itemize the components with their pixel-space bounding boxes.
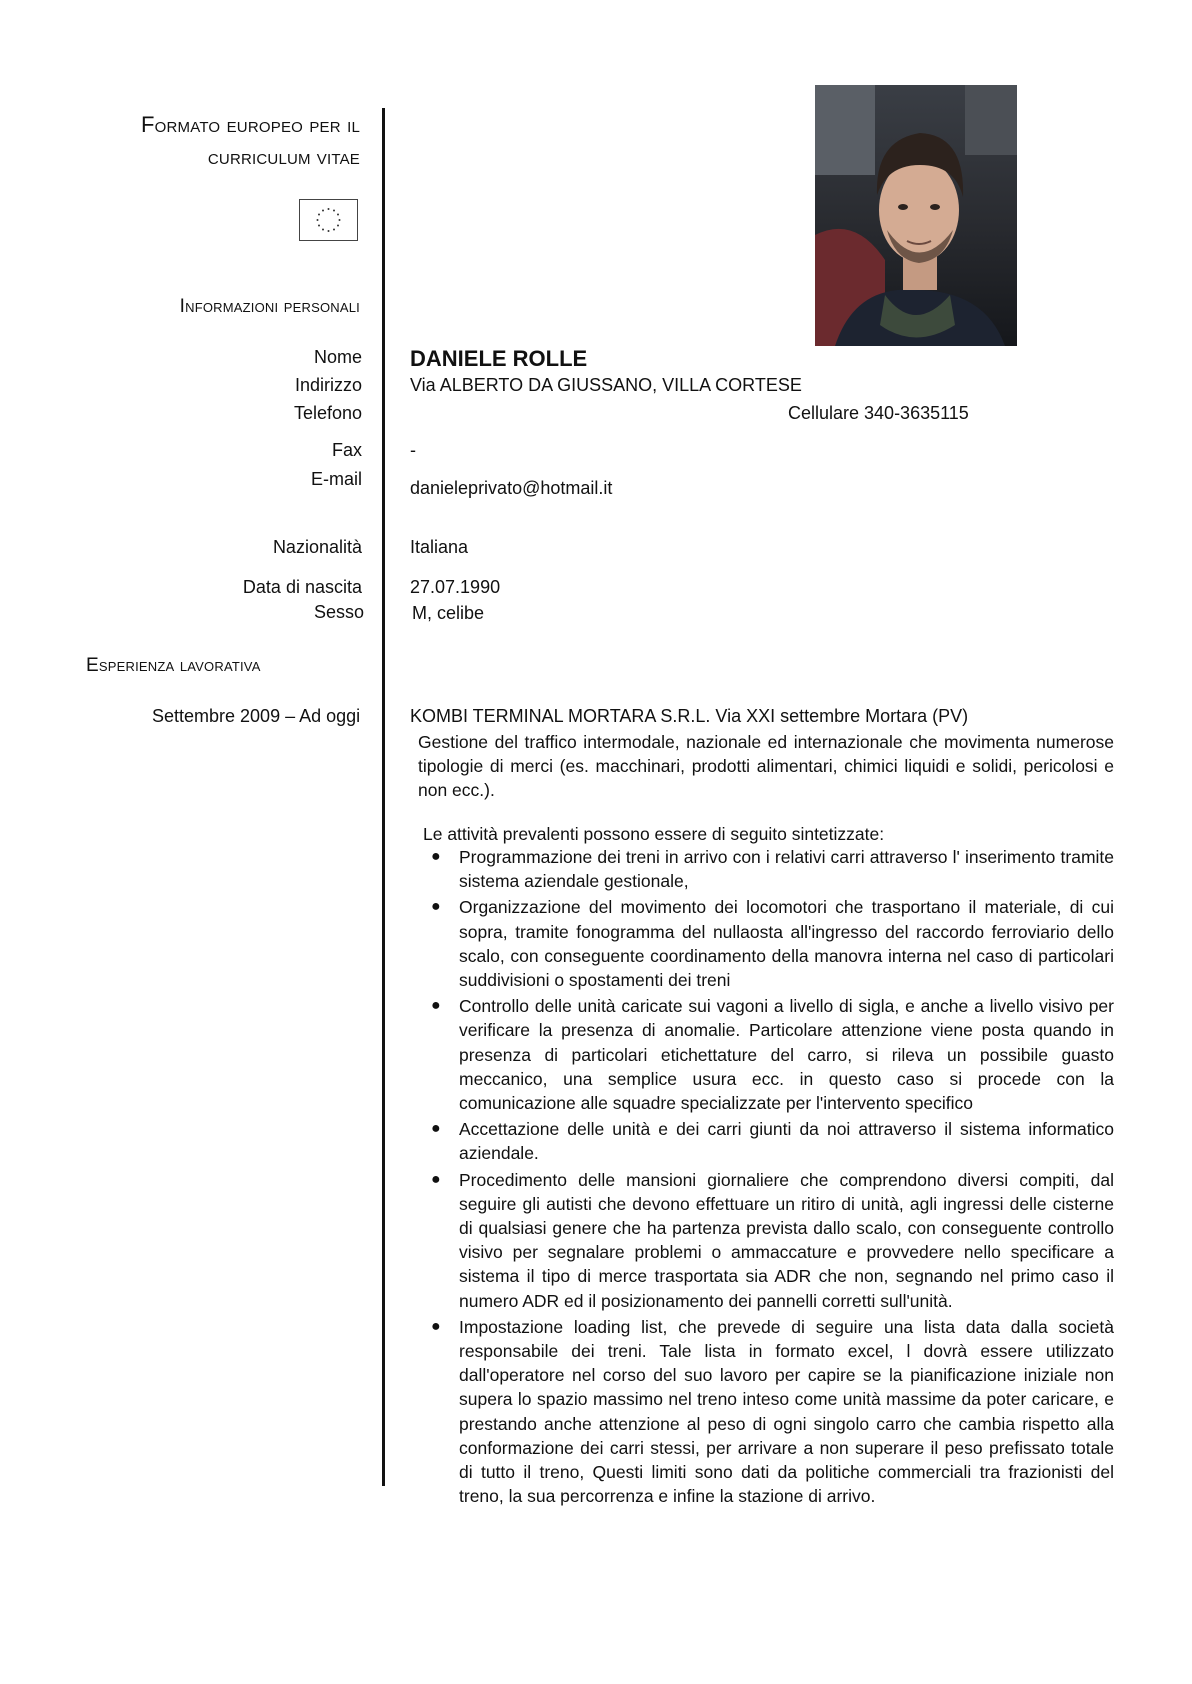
label-phone: Telefono (293, 403, 362, 423)
bullet-text: Controllo delle unità caricate sui vagoni a livello di sigla, e anche a livello visivo per verificare la presenza di anomalie. Particolare attenzione viene posta quando in presenza di particolari etichettature del carro, si rileva un possibile guasto meccanico, una semplice usura ecc. in questo caso si procede con la comunicazione alle squadre specializzate per l'intervento specifico (459, 996, 1114, 1114)
bullet-icon: ● (431, 848, 441, 865)
experience-company: KOMBI TERMINAL MORTARA S.R.L. Via XXI settembre Mortara (PV) (410, 706, 969, 726)
bullet-icon: ● (431, 898, 441, 916)
label-birth: Data di nascita (242, 577, 362, 597)
value-email[interactable]: danieleprivato@hotmail.it (410, 478, 613, 498)
value-nationality: Italiana (410, 537, 469, 557)
value-address: Via ALBERTO DA GIUSSANO, VILLA CORTESE (410, 375, 802, 395)
bullet-icon: ● (431, 997, 441, 1015)
bullet-icon: ● (431, 1120, 441, 1138)
list-item (430, 994, 1114, 1115)
bullet-icon: ● (431, 1317, 441, 1335)
value-name: DANIELE ROLLE (410, 346, 588, 371)
label-sex: Sesso (313, 602, 364, 622)
profile-photo (815, 85, 1017, 346)
bullet-text: Impostazione loading list, che prevede di seguire una lista data dalla società responsabile dei treni. Tale lista in formato excel, l dovrà essere utilizzato dall'operatore nel corso del suo lavoro per capire se la pianificazione iniziale non supera lo spazio massimo nel treno inteso come unità massime da poter caricare, e prestando anche attenzione al peso di ogni singolo carro che cambia rispetto alla conformazione dei carri stessi, per arrivare a non superare il peso prefissato totale di tutto il treno, Questi limiti sono dati da politiche commerciali tra frazionisti del treno, la sua percorrenza e infine la stazione di arrivo. (459, 1316, 1114, 1507)
label-fax: Fax (331, 440, 362, 460)
list-item (430, 1315, 1114, 1509)
value-fax: - (410, 440, 416, 460)
label-email: E-mail (310, 469, 362, 489)
column-divider (382, 108, 385, 1486)
list-item (430, 895, 1114, 992)
label-nationality: Nazionalità (272, 537, 362, 557)
label-name: Nome (313, 347, 362, 367)
label-address: Indirizzo (294, 375, 362, 395)
experience-description: Gestione del traffico intermodale, nazionale ed internazionale che movimenta numerose tipologie di merci (es. macchinari, prodotti alimentari, chimici liquidi e solidi, pericolosi e non ecc.). (418, 732, 1114, 800)
bullet-text: Accettazione delle unità e dei carri giunti da noi attraverso il sistema informatico aziendale. (459, 1119, 1114, 1164)
bullet-text: Procedimento delle mansioni giornaliere che comprendono diversi compiti, dal seguire gli autisti che devono effettuare un ritiro di unità, agli ingressi delle cisterne di qualsiasi genere che ha partenza prevista dallo scalo, con conseguente controllo visivo per segnalare problemi o ammaccature e provvedere nello specificare a sistema il tipo di merce trasportata sia ADR che non, segnando nel primo caso il numero ADR ed il posizionamento dei pannelli corretti sull'unità. (459, 1169, 1114, 1311)
experience-intro: Le attività prevalenti possono essere di seguito sintetizzate: (423, 824, 885, 844)
list-item (430, 1117, 1114, 1165)
value-sex: M, celibe (412, 603, 485, 623)
list-item (430, 1168, 1114, 1313)
experience-bullet-list (430, 845, 1114, 1510)
eu-flag-icon (299, 199, 358, 241)
section-personal-info: Informazioni personali (179, 296, 360, 317)
value-birth: 27.07.1990 (410, 577, 501, 597)
bullet-text: Programmazione dei treni in arrivo con i relativi carri attraverso l' inserimento tramite sistema aziendale gestionale, (459, 847, 1114, 892)
cv-title-line2: curriculum vitae (207, 146, 360, 169)
value-phone: Cellulare 340-3635115 (788, 403, 969, 423)
list-item (430, 845, 1114, 893)
bullet-icon: ● (431, 1170, 441, 1188)
section-work-experience: Esperienza lavorativa (86, 655, 261, 676)
cv-title-line1: Formato europeo per il (141, 112, 360, 137)
bullet-text: Organizzazione del movimento dei locomotori che trasportano il materiale, di cui sopra, tramite fonogramma del nullaosta all'ingresso del raccordo ferroviario dello scalo, con conseguente coordinamento della manovra interna nel caso di particolari suddivisioni o spostamenti dei treni (459, 897, 1114, 991)
experience-period: Settembre 2009 – Ad oggi (152, 706, 361, 726)
